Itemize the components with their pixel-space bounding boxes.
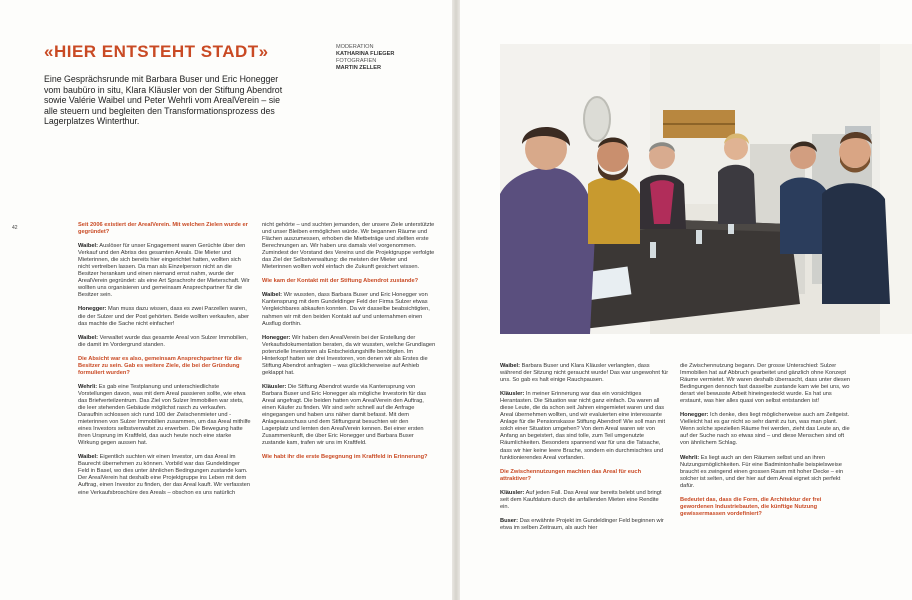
article-intro: Eine Gesprächsrunde mit Barbara Buser und Eric Honegger vom baubüro in situ, Klara Kläusler von der Stiftung Abendrot sowie Valérie Waibel und Peter Wehrli vom ArealVerein – sie alle steuern und begleiten den Transformationsprozess des Lagerplatzes Winterthur. — [44, 74, 283, 127]
interview-answer — [500, 391, 669, 461]
interview-answer — [78, 384, 251, 447]
text-column-2 — [262, 222, 436, 468]
interview-question: Bedeutet das, dass die Form, die Architektur der frei gewordenen Industriebauten, die künftige Nutzung gewissermassen vordefiniert? — [680, 496, 822, 517]
speaker-name: Honegger: — [78, 306, 107, 313]
interview-answer — [680, 412, 853, 447]
answer-text: Es gab eine Testplanung und unterschiedlichste Vorstellungen davon, was mit dem Areal passieren sollte, wie etwa das Briefverteilzentrum. Das Ziel von Sulzer Immobilien war stets, die leer stehenden Gebäude möglichst rasch zu verkaufen. Daraufhin schlossen sich rund 100 der Zwischenmieter und -mieterinnen von Sulzer Immobilien zusammen, um das Areal mithilfe eines Investors selbstverwaltet zu erwerben. Die Bewegung hatte ihren Ursprung im Kraftfeld, das auch heute noch eine starke Wirkung gegen aussen hat. — [78, 383, 251, 447]
answer-continuation: die Zwischennutzung begann. Der grosse Unterschied: Sulzer Immobilien hat auf Abbruch gearbeitet und gänzlich ohne Konzept Räume vermietet. Wir waren deshalb überrascht, dass unter diesen Bedingungen dennoch fast dasselbe zustande kam wie bei uns, wo derart viel bewusste Arbeit hineingesteckt wurde. Es hat uns erstaunt, was hier alles quasi von selbst entstanden ist! — [680, 363, 851, 405]
interview-answer — [262, 292, 436, 327]
speaker-name: Waibel: — [500, 363, 521, 369]
speaker-name: Honegger: — [262, 334, 291, 341]
group-photo — [500, 44, 912, 334]
moderation-name: KATHARINA FLIEGER — [336, 51, 395, 57]
interview-answer — [500, 363, 669, 384]
page-gutter — [452, 0, 460, 600]
interview-question: Die Zwischennutzungen machten das Areal für euch attraktiver? — [500, 468, 642, 482]
text-column-3 — [500, 363, 669, 539]
answer-text: Das erwähnte Projekt im Gundeldinger Feld beginnen wir etwa im selben Zeitraum, als auch hier — [500, 517, 664, 531]
answer-text: Man muss dazu wissen, dass es zwei Parzellen waren, die der Sulzer und der Post gehörten. Beide wollten verkaufen, aber das machte die Sache nicht einfacher! — [78, 306, 250, 327]
speaker-name: Kläusler: — [500, 489, 525, 496]
interview-answer — [500, 518, 669, 532]
answer-text: Wir wussten, dass Barbara Buser und Eric Honegger von Kantensprung mit dem Gundeldinger Feld der Firma Sulzer etwas Vergleichbares abkaufen konnten. Da wir dasselbe beabsichtigten, nahmen wir mit den beiden Kontakt auf und unternahmen einen Ausflug dorthin. — [262, 292, 430, 327]
speaker-name: Waibel: — [78, 334, 99, 341]
answer-text: Es liegt auch an den Räumen selbst und an ihren Nutzungsmöglichkeiten. Für eine Badmintonhalle beispielsweise braucht es zwingend einen grossen Raum mit hoher Decke – ein solcher ist selten, und der hier auf dem Areal eignet sich perfekt dafür. — [680, 454, 844, 489]
answer-text: Eigentlich suchten wir einen Investor, um das Areal im Baurecht übernehmen zu können. Vorbild war das Gundeldinger Feld in Basel, wo dies unter ähnlichen Bedingungen zustande kam. Der ArealVerein hat deshalb eine Projektgruppe ins Leben mit dem Auftrag, einen Investor zu finden, der das Areal kauft. Wir verfassten eine Verkaufsbroschüre des Areals – obschon es uns natürlich — [78, 454, 250, 496]
answer-text: Verwaltet wurde das gesamte Areal von Sulzer Immobilien, die damit im Vordergrund standen. — [78, 334, 248, 348]
answer-text: Barbara Buser und Klara Kläusler verlangten, dass während der Sitzung nicht geraucht wurde! Das war ungewohnt für uns. So gab es halt einige Rauchpausen. — [500, 363, 669, 384]
answer-text: Ich denke, dies liegt möglicherweise auch am Zeitgeist. Vielleicht hat es gar nicht so sehr damit zu tun, was man plant. Wenn solche speziellen Räume frei werden, zieht das Leute an, die auf der Suche nach so etwas sind – und diese Menschen sind oft von ähnlichem Schlag. — [680, 412, 850, 447]
speaker-name: Wehrli: — [680, 454, 700, 461]
answer-text: In meiner Erinnerung war das ein vorsichtiges Herantasten. Die Situation war nicht ganz einfach. Da waren all diese Leute, die da schon seit Jahren eingemietet waren und das Areal übernehmen wollten, und wir evaluierten eine interessante Anlage für die Pensionskasse Stiftung Abendrot! Wie soll man mit solch einer Situation umgehen? Von dem Areal waren wir von Anfang an begeistert, das sind tolle, zum Teil umgenutzte Räumlichkeiten. Besonders spannend war für uns die Tatsache, dass wir hier keine leere Brache, sondern ein durchmischtes und funktionierendes Areal vorfanden. — [500, 391, 666, 461]
speaker-name: Waibel: — [78, 243, 99, 250]
interview-answer — [78, 243, 251, 299]
photo-name: MARTIN ZELLER — [336, 65, 382, 71]
interview-question: Wie kam der Kontakt mit der Stiftung Abendrot zustande? — [262, 278, 419, 285]
photo-label: FOTOGRAFIEN — [336, 58, 377, 64]
interview-answer — [500, 490, 669, 511]
page-number: 42 — [12, 225, 18, 231]
speaker-name: Waibel: — [78, 454, 99, 461]
answer-continuation: nicht gehörte – und suchten jemanden, der unsere Ziele unterstützte und unser Bleiben ermöglichen würde. Wir begannen Räume und Flächen auszumessen, erhoben die Mietbeträge und stellten erste Berechnungen an. Wir haben uns damals viel vorgenommen. Zumindest der Vorstand des Vereins und die Projektgruppe verfolgte das Ziel der Selbstverwaltung: die meisten der Mieter und Mieterinnen wollten wohl einfach die Zukunft gesichert wissen. — [262, 222, 435, 271]
answer-text: Wir haben den ArealVerein bei der Erstellung der Verkaufsdokumentation beraten, da wir wussten, welche Grundlagen potenzielle Investoren als Entscheidungshilfe benötigten. Im Hinterkopf hatten wir drei Investoren, von denen wir als Erstes die Stiftung Abendrot anfragten – was glücklicherweise auf Anhieb geklappt hat. — [262, 334, 436, 376]
interview-question: Seit 2006 existiert der ArealVerein. Mit welchen Zielen wurde er gegründet? — [78, 222, 248, 236]
answer-text: Auslöser für unser Engagement waren Gerüchte über den Verkauf und den Abriss des gesamten Areals. Die Mieter und Mieterinnen, die sich bereits hier eingerichtet hatten, wollten sich nicht vertreiben lassen. Da man als Einzelperson nicht an die Besitzer herankam und einen niemand ernst nahm, wurde der ArealVerein gegründet: als eine Art Sprachrohr der Mieterschaft. Wir wollten uns organisieren und gemeinsam Ansprechpartner für die Besitzer sein. — [78, 243, 250, 299]
text-column-1 — [78, 222, 251, 504]
interview-answer — [78, 306, 251, 327]
interview-answer — [680, 455, 853, 490]
credits — [336, 44, 394, 72]
text-column-4 — [680, 363, 853, 525]
interview-question: Die Absicht war es also, gemeinsam Ansprechpartner für die Besitzer zu sein. Gab es weitere Ziele, die bei der Gründung formuliert wurden? — [78, 355, 242, 376]
speaker-name: Honegger: — [680, 412, 709, 419]
article-title: «HIER ENTSTEHT STADT» — [44, 42, 269, 61]
group-photo-illustration — [500, 44, 912, 334]
interview-answer — [262, 384, 436, 447]
interview-answer — [78, 454, 251, 496]
interview-answer — [262, 335, 436, 377]
speaker-name: Kläusler: — [500, 391, 525, 398]
moderation-label: MODERATION — [336, 44, 374, 50]
speaker-name: Buser: — [500, 517, 519, 524]
interview-question: Wie habt ihr die erste Begegnung im Kraftfeld in Erinnerung? — [262, 454, 428, 461]
answer-text: Die Stiftung Abendrot wurde via Kantensprung von Barbara Buser und Eric Honegger als mögliche Investorin für das Areal angefragt. Die beiden hatten vom ArealVerein den Auftrag, einen Käufer zu finden. Wir sind sehr schnell auf die Anfrage eingegangen und haben uns näher damit befasst. Mit dem Anlageausschuss und dem Stiftungsrat besuchten wir den Lagerplatz und lernten den ArealVerein kennen. Bei einer ersten Zusammenkunft, die über Eric Honegger und Barbara Buser zustande kam, trafen wir uns im Kraftfeld. — [262, 383, 427, 447]
answer-text: Auf jeden Fall. Das Areal war bereits belebt und bringt seit dem Kaufdatum durch die anfallenden Mieten eine Rendite ein. — [500, 489, 662, 510]
speaker-name: Kläusler: — [262, 383, 287, 390]
speaker-name: Wehrli: — [78, 383, 98, 390]
speaker-name: Waibel: — [262, 292, 283, 299]
interview-answer — [78, 335, 251, 349]
